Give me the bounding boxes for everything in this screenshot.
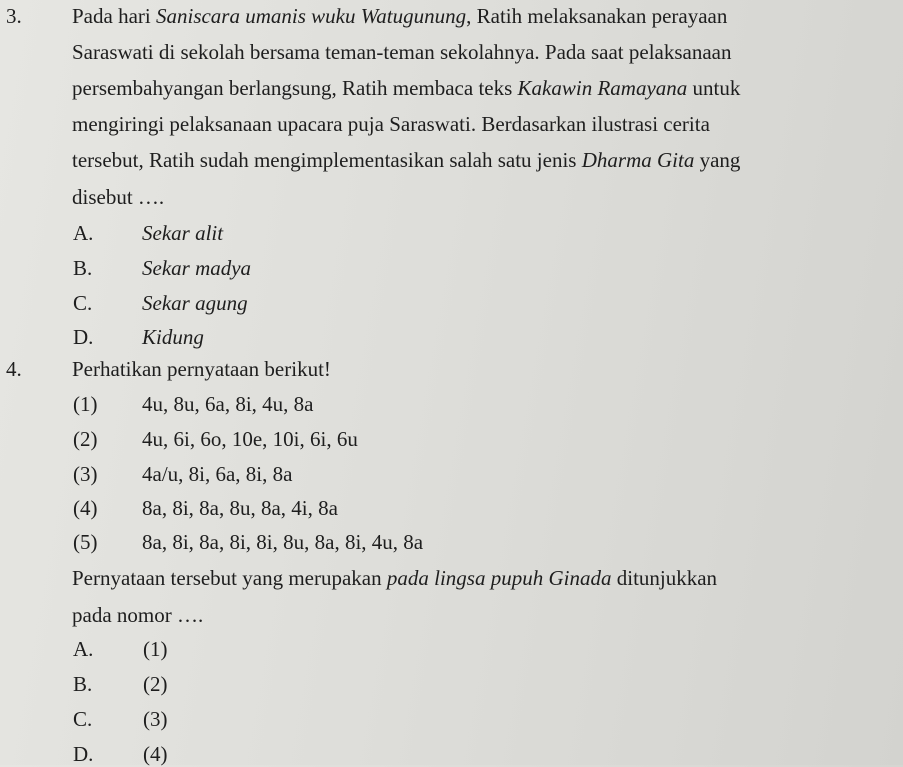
statement-number: (4): [73, 496, 98, 520]
option-letter: A.: [73, 221, 94, 245]
statement-number: (1): [73, 392, 98, 416]
statement-text: 4u, 8u, 6a, 8i, 4u, 8a: [142, 392, 314, 416]
option-text: (2): [143, 672, 168, 696]
statement-text: 8a, 8i, 8a, 8u, 8a, 4i, 8a: [142, 496, 338, 520]
option-letter: B.: [73, 256, 93, 280]
question-4-line: pada nomor ….: [72, 603, 204, 627]
option-text: Kidung: [142, 325, 204, 349]
question-3-number: 3.: [6, 4, 22, 28]
italic-term: pada lingsa pupuh Ginada: [386, 566, 612, 590]
option-text: (4): [143, 742, 168, 766]
question-3-line: disebut ….: [72, 185, 165, 209]
option-letter: D.: [73, 325, 94, 349]
option-letter: B.: [73, 672, 93, 696]
option-text: Sekar madya: [142, 256, 252, 280]
option-text: (3): [143, 707, 168, 731]
question-3-line: tersebut, Ratih sudah mengimplementasikan salah satu jenis Dharma Gita yang: [72, 148, 741, 172]
option-letter: C.: [73, 291, 93, 315]
question-4-intro: Perhatikan pernyataan berikut!: [72, 357, 331, 381]
question-3-line: Pada hari Saniscara umanis wuku Watugunung, Ratih melaksanakan perayaan: [72, 4, 728, 28]
option-letter: D.: [73, 742, 94, 766]
option-text: (1): [143, 637, 168, 661]
italic-term: Saniscara umanis wuku Watugunung: [155, 4, 467, 28]
italic-term: Kakawin Ramayana: [517, 76, 688, 100]
italic-term: Dharma Gita: [581, 148, 695, 172]
statement-number: (5): [73, 530, 98, 554]
question-3-line: Saraswati di sekolah bersama teman-teman sekolahnya. Pada saat pelaksanaan: [72, 40, 732, 64]
question-4-line: Pernyataan tersebut yang merupakan pada lingsa pupuh Ginada ditunjukkan: [72, 566, 718, 590]
option-letter: A.: [73, 637, 94, 661]
question-3-line: persembahyangan berlangsung, Ratih membaca teks Kakawin Ramayana untuk: [72, 76, 741, 100]
option-letter: C.: [73, 707, 93, 731]
option-text: Sekar alit: [142, 221, 224, 245]
question-3-line: mengiringi pelaksanaan upacara puja Saraswati. Berdasarkan ilustrasi cerita: [72, 112, 710, 136]
statement-text: 4u, 6i, 6o, 10e, 10i, 6i, 6u: [142, 427, 358, 451]
question-4-number: 4.: [6, 357, 22, 381]
option-text: Sekar agung: [142, 291, 248, 315]
statement-text: 8a, 8i, 8a, 8i, 8i, 8u, 8a, 8i, 4u, 8a: [142, 530, 424, 554]
statement-text: 4a/u, 8i, 6a, 8i, 8a: [142, 462, 293, 486]
statement-number: (3): [73, 462, 98, 486]
statement-number: (2): [73, 427, 98, 451]
